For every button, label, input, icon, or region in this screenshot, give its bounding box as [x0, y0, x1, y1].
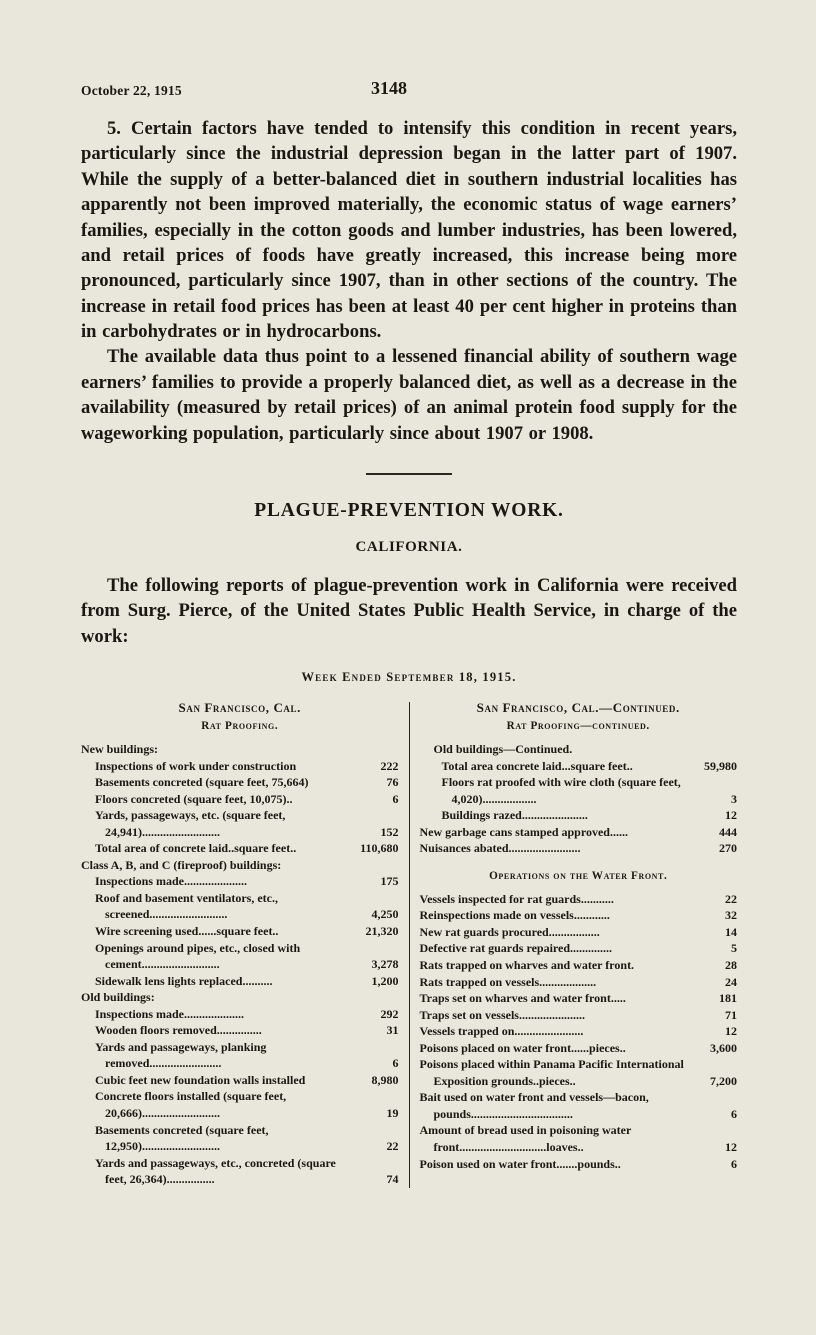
row-label: Floors concreted (square feet, 10,075)..: [95, 791, 293, 806]
left-column-heading: San Francisco, Cal.: [178, 700, 301, 715]
row-label: Inspections made....................: [95, 1006, 245, 1021]
right-column-heading: San Francisco, Cal.—Continued.: [476, 700, 680, 715]
ledger-row: [81, 1039, 399, 1072]
row-value: 1,200: [371, 973, 399, 988]
row-value: 31: [386, 1023, 399, 1038]
row-label: Yards, passageways, etc. (square feet, 24,941)..........................: [95, 808, 286, 839]
ledger-row: [420, 924, 738, 941]
ledger-row: [81, 873, 399, 890]
left-column-subheading: Rat Proofing.: [201, 720, 279, 732]
ledger-row: [81, 1022, 399, 1039]
row-label: New rat guards procured.................: [419, 924, 600, 939]
row-label: Inspections of work under construction: [95, 758, 297, 773]
ledger-row: [81, 774, 399, 791]
row-value: 6: [731, 1106, 737, 1121]
water-front-rows: [420, 891, 738, 1172]
row-value: 22: [725, 891, 737, 906]
ledger-row: [81, 857, 399, 874]
row-label: Poison used on water front.......pounds..: [419, 1156, 621, 1171]
row-label: Wooden floors removed...............: [95, 1023, 262, 1038]
ledger-row: [420, 774, 738, 807]
ledger-row: [81, 741, 399, 758]
row-label: Yards and passageways, planking removed........................: [95, 1039, 267, 1071]
ledger-row: [420, 891, 738, 908]
row-value: 74: [386, 1172, 399, 1187]
row-label: Yards and passageways, etc., concreted (square feet, 26,364)................: [95, 1155, 336, 1187]
ledger-row: [81, 758, 399, 775]
row-label: Reinspections made on vessels............: [419, 908, 610, 923]
row-label: Openings around pipes, etc., closed with cement..........................: [95, 940, 301, 972]
ledger-row: [420, 1023, 738, 1040]
row-label: Inspections made.....................: [95, 874, 248, 889]
row-label: Poisons placed on water front......pieces..: [419, 1040, 626, 1055]
row-label: Cubic feet new foundation walls installed: [95, 1072, 306, 1087]
ledger-row: [81, 1072, 399, 1089]
row-value: 7,200: [710, 1073, 737, 1088]
row-label: Floors rat proofed with wire cloth (square feet, 4,020)..................: [441, 775, 681, 806]
row-value: 76: [386, 775, 399, 790]
ledger-row: [420, 741, 738, 758]
table-caption: Week Ended September 18, 1915.: [301, 670, 517, 684]
row-label: Sidewalk lens lights replaced..........: [95, 973, 273, 988]
ledger-row: [81, 940, 399, 973]
section-title: PLAGUE-PREVENTION WORK.: [254, 499, 564, 521]
ledger-row: [81, 1122, 399, 1155]
intro-paragraph: The following reports of plague-prevention work in California were received from Surg. Pierce, of the United States Public Health Service, in charge of the work:: [81, 574, 737, 647]
ledger-row: [420, 758, 738, 775]
row-value: 22: [386, 1139, 399, 1154]
row-label: Basements concreted (square feet, 12,950)..........................: [95, 1122, 269, 1154]
ledger-row: [420, 1056, 738, 1089]
paragraph-condition-factors: 5. Certain factors have tended to intensify this condition in recent years, particularly since the industrial depression began in the latter part of 1907. While the supply of a better-balanced diet in southern industrial localities has apparently not been improved materially, the economic status of wage earners’ families, especially in the cotton goods and lumber industries, has been lowered, and retail prices of foods have greatly increased, this increase being more pronounced, particularly since 1907, than in other sections of the country. The increase in retail food prices has been at least 40 per cent higher in proteins than in carbohydrates or in hydrocarbons.: [81, 118, 737, 342]
row-label: Total area concrete laid...square feet..: [441, 758, 633, 773]
report-table: [81, 700, 737, 1188]
ledger-row: [420, 957, 738, 974]
ledger-row: [81, 923, 399, 940]
section-subtitle: CALIFORNIA.: [355, 538, 463, 555]
row-value: 3,600: [710, 1040, 737, 1055]
water-front-subheading: Operations on the Water Front.: [489, 869, 668, 882]
row-value: 28: [725, 958, 737, 973]
row-label: Wire screening used......square feet..: [95, 924, 279, 939]
row-label: Vessels inspected for rat guards...........: [419, 891, 614, 906]
row-label: Rats trapped on wharves and water front.: [419, 958, 635, 973]
ledger-row: [420, 940, 738, 957]
row-label: Basements concreted (square feet, 75,664): [95, 775, 309, 790]
ledger-row: [81, 840, 399, 857]
ledger-row: [81, 890, 399, 923]
row-value: 24: [725, 974, 737, 989]
row-value: 32: [725, 908, 737, 923]
ledger-row: [420, 990, 738, 1007]
ledger-row: [420, 1007, 738, 1024]
row-value: 12: [725, 1140, 737, 1155]
ledger-row: [420, 1089, 738, 1122]
row-value: 444: [719, 824, 737, 839]
row-value: 3,278: [371, 957, 399, 972]
row-value: 59,980: [704, 758, 737, 773]
row-value: 3: [731, 791, 737, 806]
ledger-row: [420, 974, 738, 991]
header-date: October 22, 1915: [81, 83, 182, 98]
ledger-row: [420, 824, 738, 841]
row-value: 71: [725, 1007, 737, 1022]
ledger-row: [81, 1006, 399, 1023]
row-value: 181: [719, 991, 737, 1006]
ledger-row: [420, 1122, 738, 1155]
row-value: 292: [380, 1006, 399, 1021]
row-value: 12: [725, 1024, 737, 1039]
ledger-row: [81, 807, 399, 840]
row-label: Class A, B, and C (fireproof) buildings:: [81, 857, 282, 872]
row-value: 12: [725, 808, 737, 823]
row-value: 175: [380, 874, 399, 889]
column-divider-rule: [409, 702, 410, 1188]
row-label: Bait used on water front and vessels—bacon, pounds..................................: [419, 1090, 649, 1121]
row-label: Vessels trapped on.......................: [419, 1024, 584, 1039]
row-label: Rats trapped on vessels...................: [419, 974, 597, 989]
row-label: New buildings:: [81, 742, 159, 756]
row-label: New garbage cans stamped approved......: [419, 824, 628, 839]
row-label: Buildings razed......................: [441, 808, 588, 823]
row-label: Roof and basement ventilators, etc., screened..........................: [95, 890, 278, 922]
left-column-rows: [81, 741, 399, 1188]
row-label: Total area of concrete laid..square feet..: [95, 841, 297, 856]
row-value: 19: [386, 1106, 399, 1121]
ledger-row: [420, 1156, 738, 1173]
row-label: Amount of bread used in poisoning water front.............................loaves..: [419, 1123, 632, 1155]
row-label: Defective rat guards repaired..............: [419, 941, 613, 956]
ledger-row: [420, 1040, 738, 1057]
left-column: [81, 700, 399, 1188]
row-label: Traps set on vessels......................: [419, 1007, 585, 1022]
row-value: 222: [380, 758, 399, 773]
row-value: 4,250: [371, 907, 399, 922]
rat-proofing-continued-rows: [420, 741, 738, 857]
ledger-row: [81, 1155, 399, 1188]
ledger-row: [81, 973, 399, 990]
ledger-row: [420, 840, 738, 857]
row-value: 21,320: [365, 924, 399, 939]
ledger-row: [420, 807, 738, 824]
row-value: 14: [725, 924, 737, 939]
row-value: 110,680: [360, 841, 399, 856]
page-number: 3148: [371, 78, 407, 98]
ledger-row: [81, 791, 399, 808]
row-value: 6: [392, 1056, 399, 1071]
row-value: 5: [731, 941, 737, 956]
section-divider: [366, 473, 452, 475]
ledger-row: [420, 907, 738, 924]
ledger-row: [81, 989, 399, 1006]
right-column: [420, 700, 738, 1188]
row-value: 6: [392, 791, 399, 806]
row-value: 6: [731, 1156, 737, 1171]
row-value: 152: [380, 824, 399, 839]
rat-proofing-continued-subheading: Rat Proofing—continued.: [506, 720, 650, 732]
row-value: 8,980: [371, 1072, 399, 1087]
page-header: [81, 78, 737, 104]
row-label: Concrete floors installed (square feet, 20,666)..........................: [95, 1089, 287, 1121]
row-label: Old buildings:: [81, 990, 155, 1005]
row-value: 270: [719, 841, 737, 856]
ledger-row: [81, 1088, 399, 1121]
row-label: Poisons placed within Panama Pacific International Exposition grounds..pieces..: [419, 1057, 684, 1088]
row-label: Traps set on wharves and water front.....: [419, 991, 626, 1006]
row-label: Nuisances abated........................: [419, 841, 581, 856]
row-label: Old buildings—Continued.: [433, 742, 573, 756]
paragraph-available-data: The available data thus point to a lessened financial ability of southern wage earners’ families to provide a properly balanced diet, as well as a decrease in the availability (measured by retail prices) of an animal protein food supply for the wageworking population, particularly since about 1907 or 1908.: [81, 346, 737, 444]
